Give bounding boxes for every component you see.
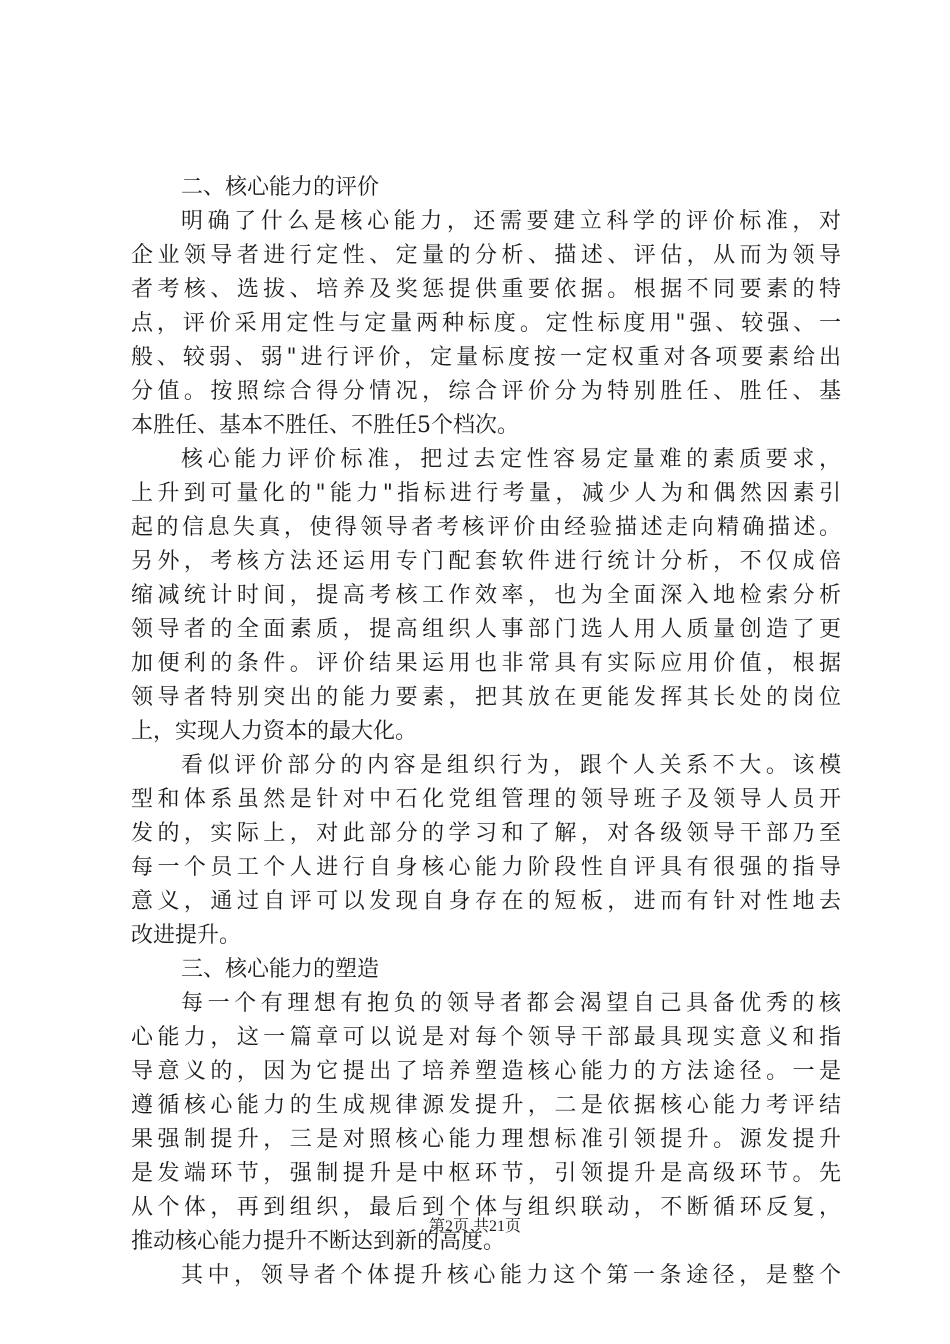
text-line: 上升到可量化的"能力"指标进行考量，减少人为和偶然因素引 <box>131 481 841 506</box>
text-line: 般、较弱、弱"进行评价，定量标度按一定权重对各项要素给出 <box>131 345 841 370</box>
text-line: 起的信息失真，使得领导者考核评价由经验描述走向精确描述。 <box>131 515 841 540</box>
text-line: 看似评价部分的内容是组织行为，跟个人关系不大。该模 <box>181 753 841 778</box>
text-line: 另外，考核方法还运用专门配套软件进行统计分析，不仅成倍 <box>131 549 841 574</box>
text-line: 发的，实际上，对此部分的学习和了解，对各级领导干部乃至 <box>131 821 841 846</box>
text-line: 型和体系虽然是针对中石化党组管理的领导班子及领导人员开 <box>131 787 841 812</box>
document-body <box>131 171 841 1293</box>
text-line: 领导者的全面素质，提高组织人事部门选人用人质量创造了更 <box>131 617 841 642</box>
text-line: 缩减统计时间，提高考核工作效率，也为全面深入地检索分析 <box>131 583 841 608</box>
section-heading: 三、核心能力的塑造 <box>181 957 380 982</box>
text-line: 者考核、选拔、培养及奖惩提供重要依据。根据不同要素的特 <box>131 277 841 302</box>
text-line: 果强制提升，三是对照核心能力理想标准引领提升。源发提升 <box>131 1127 841 1152</box>
text-line: 推动核心能力提升不断达到新的高度。 <box>131 1229 506 1254</box>
text-line: 点，评价采用定性与定量两种标度。定性标度用"强、较强、一 <box>131 311 841 336</box>
text-line: 明确了什么是核心能力，还需要建立科学的评价标准，对 <box>181 209 841 234</box>
text-line: 加便利的条件。评价结果运用也非常具有实际应用价值，根据 <box>131 651 841 676</box>
text-line: 企业领导者进行定性、定量的分析、描述、评估，从而为领导 <box>131 243 841 268</box>
text-line: 其中，领导者个体提升核心能力这个第一条途径，是整个 <box>181 1263 841 1288</box>
text-line: 导意义的，因为它提出了培养塑造核心能力的方法途径。一是 <box>131 1059 841 1084</box>
text-line: 遵循核心能力的生成规律源发提升，二是依据核心能力考评结 <box>131 1093 841 1118</box>
text-line: 领导者特别突出的能力要素，把其放在更能发挥其长处的岗位 <box>131 685 841 710</box>
text-line: 从个体，再到组织，最后到个体与组织联动，不断循环反复， <box>131 1195 841 1220</box>
text-line: 意义，通过自评可以发现自身存在的短板，进而有针对性地去 <box>131 889 841 914</box>
text-line: 每一个有理想有抱负的领导者都会渴望自己具备优秀的核 <box>181 991 841 1016</box>
text-line: 分值。按照综合得分情况，综合评价分为特别胜任、胜任、基 <box>131 379 841 404</box>
section-heading: 二、核心能力的评价 <box>181 175 380 200</box>
text-line: 心能力，这一篇章可以说是对每个领导干部最具现实意义和指 <box>131 1025 841 1050</box>
text-line: 核心能力评价标准，把过去定性容易定量难的素质要求， <box>181 447 841 472</box>
text-line: 改进提升。 <box>131 923 242 948</box>
text-line: 是发端环节，强制提升是中枢环节，引领提升是高级环节。先 <box>131 1161 841 1186</box>
text-line: 每一个员工个人进行自身核心能力阶段性自评具有很强的指导 <box>131 855 841 880</box>
page-number-footer: 第2页 共21页 <box>428 1218 521 1235</box>
text-line: 上，实现人力资本的最大化。 <box>131 719 418 744</box>
text-line: 本胜任、基本不胜任、不胜任5个档次。 <box>131 413 519 438</box>
